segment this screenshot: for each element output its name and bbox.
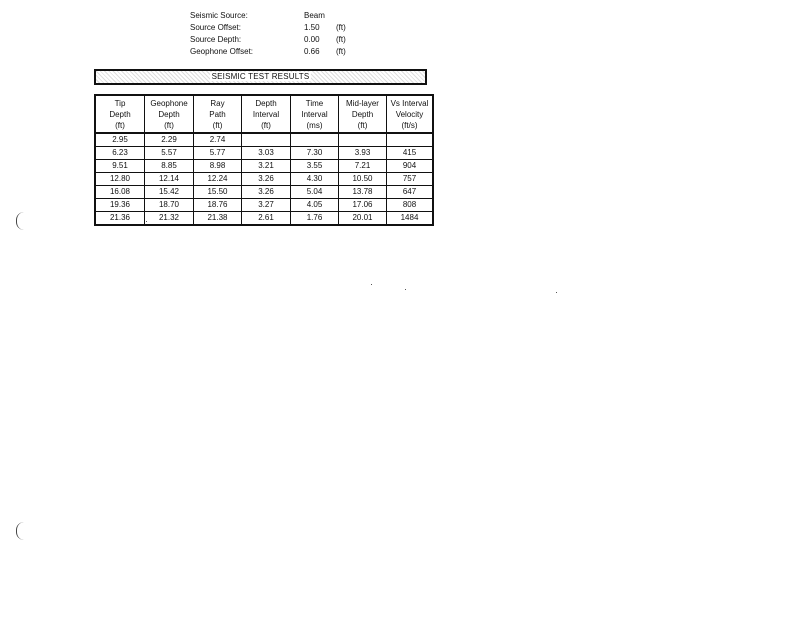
table-row xyxy=(95,147,433,160)
table-cell: 3.26 xyxy=(242,173,291,186)
header-depth-interval xyxy=(242,95,291,133)
header-line: (ft/s) xyxy=(401,120,418,130)
table-cell: 5.77 xyxy=(194,147,242,160)
header-line: Mid-layer xyxy=(346,98,379,108)
header-line: Depth xyxy=(351,109,374,119)
param-row xyxy=(190,10,366,22)
seismic-results-table xyxy=(94,94,434,226)
header-line: (ms) xyxy=(306,120,323,130)
test-parameters xyxy=(190,10,366,58)
table-cell: 4.30 xyxy=(291,173,339,186)
table-cell: 3.55 xyxy=(291,160,339,173)
table-cell: 12.80 xyxy=(95,173,145,186)
table-row xyxy=(95,133,433,147)
table-cell: 21.32 xyxy=(145,212,194,226)
header-line: (ft) xyxy=(164,120,174,130)
table-cell xyxy=(387,133,434,147)
header-line: Interval xyxy=(252,109,280,119)
param-row xyxy=(190,34,366,46)
table-cell: 2.61 xyxy=(242,212,291,226)
table-cell: 808 xyxy=(387,199,434,212)
table-cell xyxy=(291,133,339,147)
param-unit xyxy=(336,10,366,22)
table-cell: 6.23 xyxy=(95,147,145,160)
table-cell: 10.50 xyxy=(339,173,387,186)
header-ray-path xyxy=(194,95,242,133)
param-unit: (ft) xyxy=(336,35,346,44)
table-cell: 7.30 xyxy=(291,147,339,160)
table-cell xyxy=(242,133,291,147)
table-cell: 7.21 xyxy=(339,160,387,173)
header-line: Velocity xyxy=(395,109,424,119)
header-line: Depth xyxy=(109,109,131,119)
param-label: Seismic Source: xyxy=(190,11,248,20)
table-cell: 3.03 xyxy=(242,147,291,160)
table-cell: 18.70 xyxy=(145,199,194,212)
table-cell: 3.93 xyxy=(339,147,387,160)
header-line: Ray xyxy=(210,98,225,108)
table-cell xyxy=(339,133,387,147)
param-value: Beam xyxy=(304,11,325,20)
scan-binding-mark xyxy=(16,212,25,230)
table-row xyxy=(95,186,433,199)
results-banner-title: SEISMIC TEST RESULTS xyxy=(211,72,310,81)
table-row xyxy=(95,173,433,186)
param-label: Source Depth: xyxy=(190,35,242,44)
table-cell: 2.95 xyxy=(95,133,145,147)
header-line: (ft) xyxy=(261,120,271,130)
table-cell: 18.76 xyxy=(194,199,242,212)
table-cell: 21.36 xyxy=(95,212,145,226)
header-line: Geophone xyxy=(150,98,188,108)
table-cell: 16.08 xyxy=(95,186,145,199)
scan-speck xyxy=(146,221,147,222)
table-cell: 757 xyxy=(387,173,434,186)
table-cell: 19.36 xyxy=(95,199,145,212)
table-cell: 17.06 xyxy=(339,199,387,212)
table-cell: 8.85 xyxy=(145,160,194,173)
param-row xyxy=(190,22,366,34)
table-cell: 12.24 xyxy=(194,173,242,186)
header-tip-depth xyxy=(95,95,145,133)
table-cell: 904 xyxy=(387,160,434,173)
table-cell: 4.05 xyxy=(291,199,339,212)
table-cell: 13.78 xyxy=(339,186,387,199)
param-value: 0.00 xyxy=(304,35,320,44)
table-cell: 12.14 xyxy=(145,173,194,186)
header-line: (ft) xyxy=(212,120,223,130)
table-cell: 2.74 xyxy=(194,133,242,147)
param-value: 1.50 xyxy=(304,23,320,32)
param-unit: (ft) xyxy=(336,47,346,56)
table-cell: 647 xyxy=(387,186,434,199)
results-banner xyxy=(94,69,427,85)
table-cell: 5.04 xyxy=(291,186,339,199)
header-line: Depth xyxy=(255,98,277,108)
table-cell: 15.50 xyxy=(194,186,242,199)
table-cell: 3.27 xyxy=(242,199,291,212)
header-line: Depth xyxy=(158,109,180,119)
table-cell: 1484 xyxy=(387,212,434,226)
header-mid-layer-depth xyxy=(339,95,387,133)
table-row xyxy=(95,199,433,212)
header-line: Vs Interval xyxy=(390,98,429,108)
table-cell: 8.98 xyxy=(194,160,242,173)
scan-speck xyxy=(405,289,406,290)
header-geophone-depth xyxy=(145,95,194,133)
table-cell: 5.57 xyxy=(145,147,194,160)
table-cell: 1.76 xyxy=(291,212,339,226)
header-line: Interval xyxy=(301,109,328,119)
param-unit: (ft) xyxy=(336,23,346,32)
header-line: Time xyxy=(305,98,324,108)
param-label: Geophone Offset: xyxy=(190,47,254,56)
table-cell: 15.42 xyxy=(145,186,194,199)
table-row xyxy=(95,212,433,226)
scan-binding-mark xyxy=(16,522,25,540)
header-vs-interval-velocity xyxy=(387,95,434,133)
header-line: Path xyxy=(209,109,226,119)
table-cell: 415 xyxy=(387,147,434,160)
scan-speck xyxy=(371,284,372,285)
table-cell: 21.38 xyxy=(194,212,242,226)
header-time-interval xyxy=(291,95,339,133)
header-line: Tip xyxy=(114,98,126,108)
table-cell: 2.29 xyxy=(145,133,194,147)
param-row xyxy=(190,46,366,58)
table-cell: 3.26 xyxy=(242,186,291,199)
table-cell: 9.51 xyxy=(95,160,145,173)
table-row xyxy=(95,160,433,173)
header-line: (ft) xyxy=(115,120,125,130)
table-cell: 20.01 xyxy=(339,212,387,226)
table-cell: 3.21 xyxy=(242,160,291,173)
table-header-row xyxy=(95,95,433,133)
param-label: Source Offset: xyxy=(190,23,241,32)
scan-speck xyxy=(556,292,557,293)
header-line: (ft) xyxy=(357,120,368,130)
param-value: 0.66 xyxy=(304,47,320,56)
